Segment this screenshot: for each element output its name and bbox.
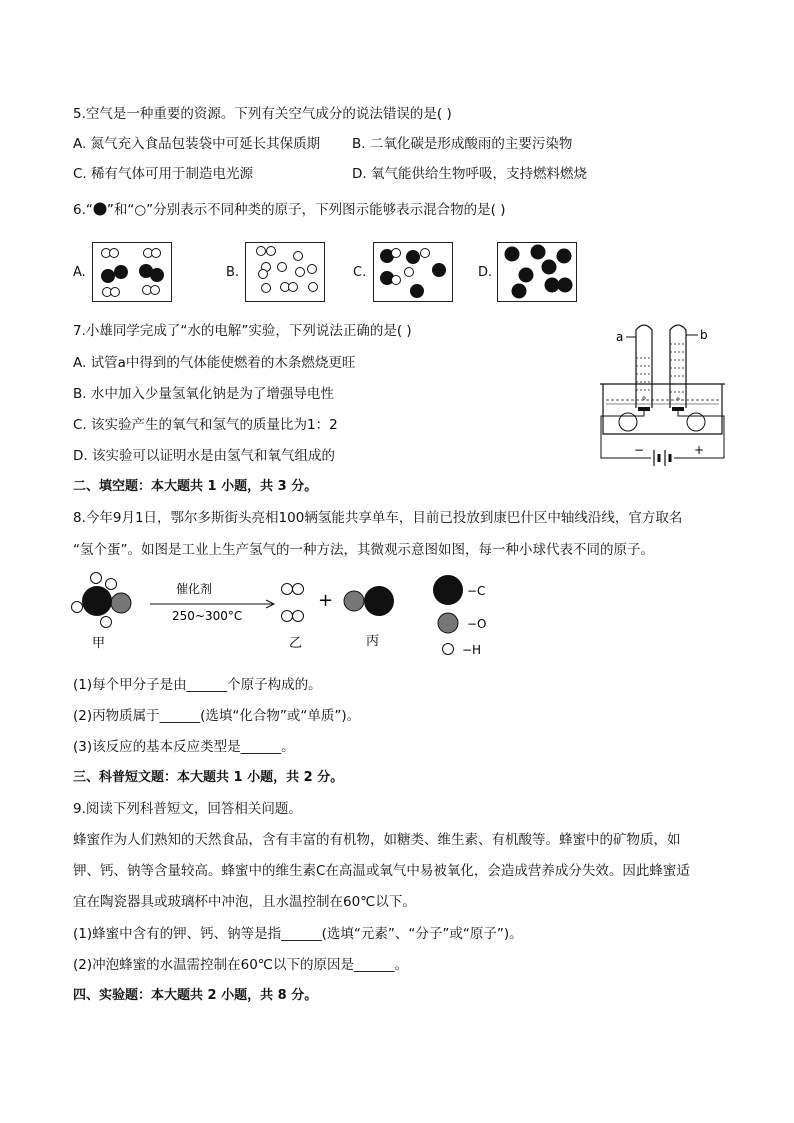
legend-carbon-label: −C [467, 584, 486, 598]
q5-option-c: C. 稀有气体可用于制造电光源 [73, 166, 254, 182]
q6-diagram-d [498, 243, 576, 301]
battery-minus-label: − [634, 443, 645, 457]
product-bing-label: 丙 [366, 634, 380, 649]
reactant-jia-label: 甲 [92, 636, 106, 651]
reaction-plus-sign: + [318, 590, 334, 611]
q6-stem [73, 201, 505, 219]
electrolysis-apparatus-diagram [598, 318, 728, 478]
q6-box-d [497, 242, 577, 302]
q6-label-a: A. [73, 265, 86, 280]
q9-paragraph-line-1: 蜂蜜作为人们熟知的天然食品，含有丰富的有机物，如糖类、维生素、有机酸等。蜂蜜中的矿物质，如 [73, 832, 681, 848]
section-4-heading: 四、实验题：本大题共 2 小题，共 8 分。 [73, 988, 318, 1003]
q9-sub-1: (1)蜂蜜中含有的钾、钙、钠等是指______(选填“元素”、“分子”或“原子”)。 [73, 926, 523, 942]
q6-label-b: B. [226, 265, 240, 280]
q8-sub-2: (2)丙物质属于______(选填“化合物”或“单质”)。 [73, 708, 361, 724]
section-2-heading: 二、填空题：本大题共 1 小题，共 3 分。 [73, 479, 318, 494]
q9-paragraph-line-2: 钾、钙、钠等含量较高。蜂蜜中的维生素C在高温或氧气中易被氧化，会造成营养成分失效。因此蜂蜜适 [73, 863, 690, 879]
q8-line-2: “氢个蛋”。如图是工业上生产氢气的一种方法，其微观示意图如图，每一种小球代表不同的原子。 [73, 542, 654, 558]
q8-sub-3: (3)该反应的基本反应类型是______。 [73, 739, 295, 755]
q6-diagram-a [93, 243, 171, 301]
legend-hydrogen-label: −H [462, 643, 482, 657]
legend-oxygen-label: −O [467, 617, 487, 631]
reaction-diagram [68, 572, 508, 657]
q8-line-1: 8.今年9月1日，鄂尔多斯街头亮相100辆氢能共享单车，目前已投放到康巴什区中轴线沿线，官方取名 [73, 510, 683, 526]
q5-option-b: B. 二氧化碳是形成酸雨的主要污染物 [352, 136, 573, 152]
q6-diagram-c [374, 243, 452, 301]
q6-box-a [92, 242, 172, 302]
q7-option-b: B. 水中加入少量氢氧化钠是为了增强导电性 [73, 386, 334, 402]
q7-option-d: D. 该实验可以证明水是由氢气和氧气组成的 [73, 448, 335, 464]
q5-option-a: A. 氮气充入食品包装袋中可延长其保质期 [73, 136, 321, 152]
q6-label-d: D. [478, 265, 493, 280]
q8-sub-1: (1)每个甲分子是由______个原子构成的。 [73, 677, 322, 693]
tube-b-label: b [700, 328, 708, 342]
q7-stem: 7.小雄同学完成了“水的电解”实验，下列说法正确的是( ) [73, 323, 412, 339]
q6-stem-start: 6.“ [73, 202, 93, 218]
battery-plus-label: + [694, 443, 705, 457]
q6-label-c: C. [353, 265, 367, 280]
filled-atom-icon [93, 202, 107, 216]
catalyst-label: 催化剂 [176, 582, 213, 596]
q9-sub-2: (2)冲泡蜂蜜的水温需控制在60℃以下的原因是______。 [73, 957, 408, 973]
product-yi-label: 乙 [289, 636, 303, 651]
q7-option-c: C. 该实验产生的氧气和氢气的质量比为1：2 [73, 417, 338, 433]
q9-stem: 9.阅读下列科普短文，回答相关问题。 [73, 801, 302, 817]
tube-a-label: a [616, 330, 624, 344]
q5-stem: 5.空气是一种重要的资源。下列有关空气成分的说法错误的是( ) [73, 106, 452, 122]
temperature-condition-label: 250~300°C [172, 609, 243, 623]
section-3-heading: 三、科普短文题：本大题共 1 小题，共 2 分。 [73, 770, 344, 785]
q6-box-c [373, 242, 453, 302]
q6-stem-rest: ”和“○”分别表示不同种类的原子，下列图示能够表示混合物的是( ) [106, 202, 506, 218]
q5-option-d: D. 氧气能供给生物呼吸，支持燃料燃烧 [352, 166, 587, 182]
q9-paragraph-line-3: 宜在陶瓷器具或玻璃杯中冲泡，且水温控制在60℃以下。 [73, 894, 416, 910]
q6-diagram-b [246, 243, 324, 301]
q7-option-a: A. 试管a中得到的气体能使燃着的木条燃烧更旺 [73, 355, 356, 371]
q6-box-b [245, 242, 325, 302]
